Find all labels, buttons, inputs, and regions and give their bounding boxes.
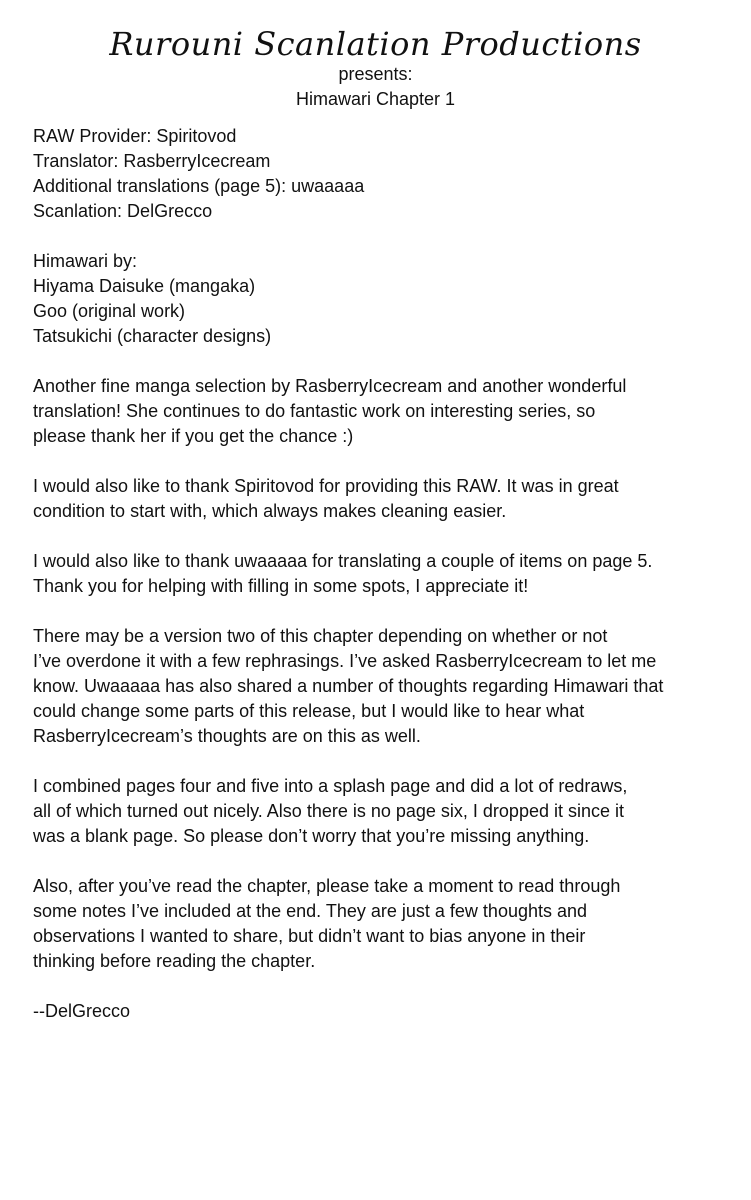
paragraph-line: observations I wanted to share, but didn’t want to bias anyone in their (33, 926, 586, 946)
paragraph-6 (33, 874, 723, 974)
paragraph-line: Another fine manga selection by RasberryIcecream and another wonderful (33, 376, 627, 396)
paragraph-line: I combined pages four and five into a splash page and did a lot of redraws, (33, 776, 628, 796)
paragraph-line: please thank her if you get the chance :) (33, 426, 354, 446)
translator-line: Translator: RasberryIcecream (33, 151, 271, 171)
chapter-title: Himawari Chapter 1 (295, 89, 456, 109)
spacer (33, 224, 723, 249)
paragraph-line: I would also like to thank Spiritovod for providing this RAW. It was in great (33, 476, 619, 496)
spacer (33, 349, 723, 374)
paragraph-1 (33, 374, 723, 449)
paragraph-line: There may be a version two of this chapter depending on whether or not (33, 626, 608, 646)
paragraph-line: translation! She continues to do fantastic work on interesting series, so (33, 401, 596, 421)
paragraph-2 (33, 474, 723, 524)
page-body (33, 124, 723, 1024)
raw-provider-line: RAW Provider: Spiritovod (33, 126, 237, 146)
original-work-line: Goo (original work) (33, 301, 186, 321)
group-title: Rurouni Scanlation Productions (109, 25, 642, 63)
signature: --DelGrecco (33, 1001, 131, 1021)
paragraph-line: RasberryIcecream’s thoughts are on this as well. (33, 726, 421, 746)
spacer (33, 749, 723, 774)
paragraph-line: was a blank page. So please don’t worry that you’re missing anything. (33, 826, 590, 846)
paragraph-5 (33, 774, 723, 849)
spacer (33, 599, 723, 624)
spacer (33, 449, 723, 474)
additional-translations-line: Additional translations (page 5): uwaaaaa (33, 176, 365, 196)
paragraph-line: know. Uwaaaaa has also shared a number of thoughts regarding Himawari that (33, 676, 664, 696)
paragraph-line: condition to start with, which always makes cleaning easier. (33, 501, 507, 521)
credits-block (33, 124, 723, 224)
page-header (0, 26, 751, 112)
scanlation-line: Scanlation: DelGrecco (33, 201, 213, 221)
paragraph-line: some notes I’ve included at the end. They are just a few thoughts and (33, 901, 588, 921)
paragraph-3 (33, 549, 723, 599)
spacer (33, 974, 723, 999)
authors-heading: Himawari by: (33, 251, 138, 271)
paragraph-line: all of which turned out nicely. Also there is no page six, I dropped it since it (33, 801, 624, 821)
paragraph-line: I would also like to thank uwaaaaa for translating a couple of items on page 5. (33, 551, 653, 571)
paragraph-line: I’ve overdone it with a few rephrasings. I’ve asked RasberryIcecream to let me (33, 651, 657, 671)
paragraph-line: could change some parts of this release, but I would like to hear what (33, 701, 585, 721)
paragraph-line: Thank you for helping with filling in some spots, I appreciate it! (33, 576, 529, 596)
paragraph-line: Also, after you’ve read the chapter, please take a moment to read through (33, 876, 621, 896)
paragraph-line: thinking before reading the chapter. (33, 951, 316, 971)
character-designs-line: Tatsukichi (character designs) (33, 326, 272, 346)
authors-block (33, 249, 723, 349)
presents-label: presents: (338, 64, 413, 84)
spacer (33, 849, 723, 874)
paragraph-4 (33, 624, 723, 749)
mangaka-line: Hiyama Daisuke (mangaka) (33, 276, 256, 296)
spacer (33, 524, 723, 549)
